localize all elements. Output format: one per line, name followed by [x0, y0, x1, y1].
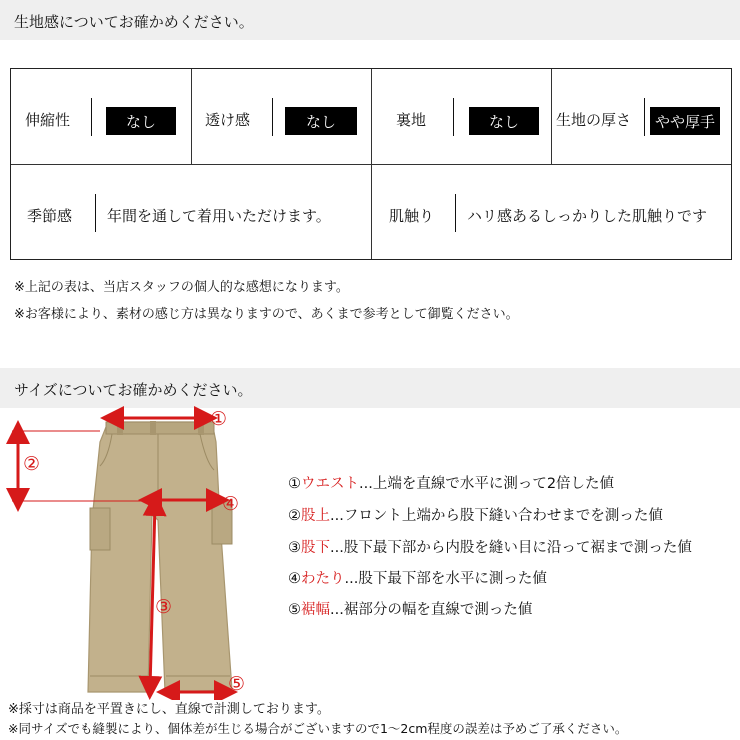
cell-separator: [91, 98, 92, 136]
season-label: 季節感: [27, 207, 73, 225]
legend-term: 股上: [301, 508, 330, 524]
diagram-number-5: ⑤: [228, 673, 246, 695]
cell-separator: [95, 194, 96, 232]
size-note-1: ※採寸は商品を平置きにし、直線で計測しております。: [8, 702, 330, 717]
fabric-section-title: 生地感についてお確かめください。: [14, 13, 254, 31]
pants-illustration: [88, 421, 232, 692]
fabric-note-1: ※上記の表は、当店スタッフの個人的な感想になります。: [14, 280, 349, 295]
legend-term: わたり: [301, 571, 345, 587]
legend-item-inseam: [288, 536, 692, 557]
season-value: 年間を通して着用いただけます。: [107, 207, 331, 225]
legend-item-rise: [288, 504, 663, 525]
lining-value-badge: なし: [469, 107, 539, 135]
cell-separator: [644, 98, 645, 136]
stretch-value-badge: なし: [106, 107, 176, 135]
thickness-value-badge: やや厚手: [650, 107, 720, 135]
diagram-number-2: ②: [23, 453, 41, 475]
legend-desc: ...股下最下部を水平に測った値: [344, 571, 547, 587]
fabric-section-header: [0, 0, 740, 40]
table-col-divider: [191, 69, 192, 164]
sheer-label: 透け感: [205, 111, 251, 129]
texture-label: 肌触り: [389, 207, 435, 225]
cell-separator: [455, 194, 456, 232]
legend-number: ②: [288, 508, 301, 524]
legend-item-thigh: [288, 567, 547, 588]
sheer-value-badge: なし: [285, 107, 357, 135]
legend-number: ③: [288, 540, 301, 556]
table-col-divider: [551, 69, 552, 164]
legend-item-waist: [288, 472, 614, 493]
fabric-table: [10, 68, 732, 260]
thickness-label: 生地の厚さ: [556, 111, 632, 129]
cell-separator: [272, 98, 273, 136]
legend-number: ①: [288, 476, 301, 492]
stretch-label: 伸縮性: [25, 111, 71, 129]
diagram-number-4: ④: [222, 493, 240, 515]
legend-term: ウエスト: [301, 476, 359, 492]
legend-desc: ...裾部分の幅を直線で測った値: [330, 602, 533, 618]
legend-desc: ...フロント上端から股下縫い合わせまでを測った値: [330, 508, 663, 524]
legend-desc: ...上端を直線で水平に測って2倍した値: [359, 476, 615, 492]
size-note-2: ※同サイズでも縫製により、個体差が生じる場合がございますので1～2cm程度の誤差は予めご了承ください。: [8, 721, 628, 736]
pants-measurement-diagram: [0, 400, 280, 700]
legend-number: ④: [288, 571, 301, 587]
legend-desc: ...股下最下部から内股を縫い目に沿って裾まで測った値: [330, 540, 692, 556]
texture-value: ハリ感あるしっかりした肌触りです: [467, 207, 708, 225]
legend-term: 裾幅: [301, 602, 330, 618]
cell-separator: [453, 98, 454, 136]
legend-term: 股下: [301, 540, 330, 556]
table-col-divider: [371, 69, 372, 259]
diagram-number-3: ③: [155, 596, 173, 618]
legend-item-hem: [288, 598, 532, 619]
diagram-number-1: ①: [210, 408, 228, 430]
lining-label: 裏地: [396, 111, 427, 129]
fabric-note-2: ※お客様により、素材の感じ方は異なりますので、あくまで参考として御覧ください。: [14, 307, 519, 322]
legend-number: ⑤: [288, 602, 301, 618]
size-section-title: サイズについてお確かめください。: [14, 381, 253, 399]
